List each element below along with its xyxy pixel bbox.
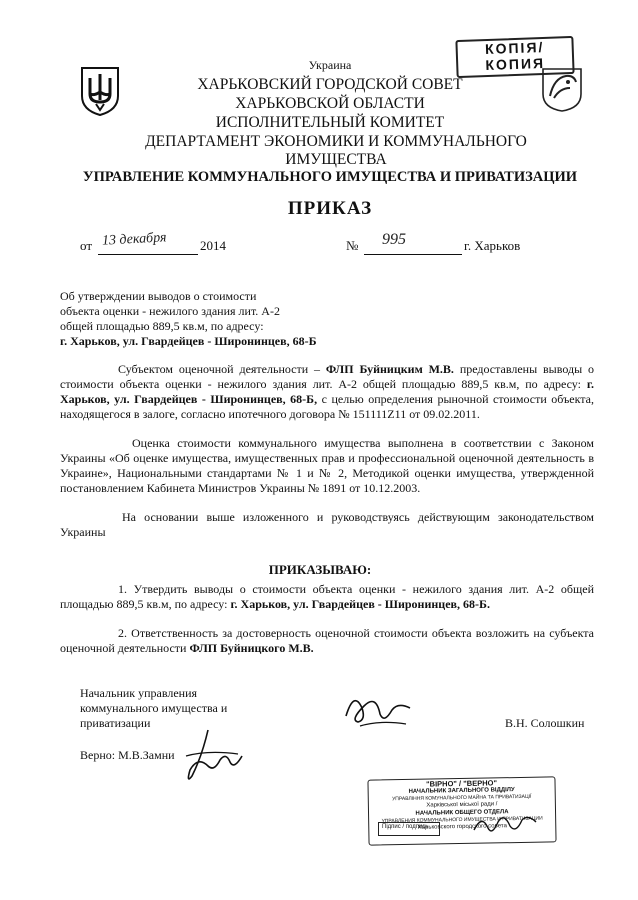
verification-line: Верно: М.В.Замни xyxy=(80,748,175,762)
subject-line4: г. Харьков, ул. Гвардейцев - Широнинцев, 68-Б xyxy=(60,334,317,348)
header-council: ХАРЬКОВСКИЙ ГОРОДСКОЙ СОВЕТ xyxy=(197,76,463,93)
cert-stamp-line6: УПРАВЛЕНИЯ КОММУНАЛЬНОГО ИМУЩЕСТВА И ПРИВАТИЗАЦИИ xyxy=(381,815,543,825)
item1-address: г. Харьков, ул. Гвардейцев - Широнинцев, 68-Б. xyxy=(230,597,490,611)
copy-stamp-line2: КОПИЯ xyxy=(485,54,546,74)
number-sign: № xyxy=(346,238,359,253)
head-signature xyxy=(340,686,420,734)
copy-stamp xyxy=(455,36,574,78)
para1-address: г. Харьков, ул. Гвардейцев - Широнинцев, 68-Б, xyxy=(60,377,594,406)
cert-stamp-sign-label: Підпис / подпись xyxy=(382,824,429,830)
signatory-title-line1: Начальник управления xyxy=(80,686,198,700)
signatory-name: В.Н. Солошкин xyxy=(505,716,585,730)
para1-appraiser: ФЛП Буйницким М.В. xyxy=(325,362,454,376)
item2-appraiser: ФЛП Буйницкого М.В. xyxy=(189,641,314,655)
coat-of-arms-icon xyxy=(78,66,122,116)
header-directorate: УПРАВЛЕНИЕ КОММУНАЛЬНОГО ИМУЩЕСТВА И ПРИВАТИЗАЦИИ xyxy=(82,169,578,185)
para1-text-2: предоставлены выводы о стоимости объекта оценки - нежилого здания лит. А-2 общей площадью 889,5 кв.м, по адресу: xyxy=(60,362,595,391)
item1-text: 1. Утвердить выводы о стоимости объекта оценки - нежилого здания лит. А-2 общей площадью 889,5 кв.м, по адресу: xyxy=(60,582,594,611)
signatory-title xyxy=(80,686,280,731)
cert-stamp-line4: Харківської міської ради / xyxy=(426,801,498,810)
verifier-signature xyxy=(178,726,248,788)
date-prefix: от xyxy=(80,238,93,253)
number-handwritten: 995 xyxy=(382,231,406,248)
order-item-2 xyxy=(60,626,594,656)
document-title: ПРИКАЗ xyxy=(287,198,373,219)
subject-line2: объекта оценки - нежилого здания лит. А-2 xyxy=(60,304,280,318)
paragraph-2: Оценка стоимости коммунального имущества выполнена в соответствии с Законом Украины «Об оценке имущества, имущественных прав и профессиональной оценочной деятельность в Украине», Национальными стандартами № 1 и № 2, Методикой оценки имущества, утвержденной постановлением Кабинета Министров Украины № 1891 от 10.12.2003. xyxy=(60,436,594,495)
item2-text: 2. Ответственность за достоверность оценочной стоимости объекта возложить на субъекта оценочной деятельности xyxy=(60,626,594,655)
document-city: г. Харьков xyxy=(464,238,521,253)
date-year: 2014 xyxy=(200,238,226,253)
subject-line3: общей площадью 889,5 кв.м, по адресу: xyxy=(60,319,264,333)
order-item-1 xyxy=(60,582,594,612)
header-region: ХАРЬКОВСКОЙ ОБЛАСТИ xyxy=(235,95,425,112)
copy-stamp-line1: КОПІЯ/ xyxy=(484,38,545,58)
stamp-signature xyxy=(470,806,540,842)
paragraph-1 xyxy=(60,362,594,422)
signatory-title-line3: приватизации xyxy=(80,716,151,730)
header-department: ДЕПАРТАМЕНТ ЭКОНОМИКИ И КОММУНАЛЬНОГО ИМУЩЕСТВА xyxy=(145,133,527,168)
number-underline xyxy=(364,254,462,255)
subject-line1: Об утверждении выводов о стоимости xyxy=(60,289,257,303)
para1-text-1: Субъектом оценочной деятельности – xyxy=(118,362,321,376)
cert-stamp-line7: Харьковского городского совета xyxy=(417,823,507,831)
cert-stamp-line5: НАЧАЛЬНИК ОБЩЕГО ОТДЕЛА xyxy=(415,808,509,817)
cert-stamp-line3: УПРАВЛІННЯ КОМУНАЛЬНОГО МАЙНА ТА ПРИВАТИЗАЦІЇ xyxy=(392,793,532,803)
header-committee: ИСПОЛНИТЕЛЬНЫЙ КОМИТЕТ xyxy=(215,114,445,131)
order-heading: ПРИКАЗЫВАЮ: xyxy=(268,562,372,577)
date-underline xyxy=(98,254,198,255)
signatory-title-line2: коммунального имущества и xyxy=(80,701,228,715)
subject-block xyxy=(60,289,360,349)
para1-text-3: с целью определения рыночной стоимости объекта, находящегося в залоге, согласно ипотечного договора № 151111Z11 от 09.02.2011. xyxy=(60,392,595,421)
header-country: Украина xyxy=(308,58,352,72)
paragraph-3: На основании выше изложенного и руководствуясь действующим законодательством Украины xyxy=(60,510,594,539)
date-handwritten: 13 декабря xyxy=(101,230,167,249)
cert-stamp-line2: НАЧАЛЬНИК ЗАГАЛЬНОГО ВІДДІЛУ xyxy=(408,787,515,795)
cert-stamp-line1: "ВІРНО" / "ВЕРНО" xyxy=(425,778,498,789)
